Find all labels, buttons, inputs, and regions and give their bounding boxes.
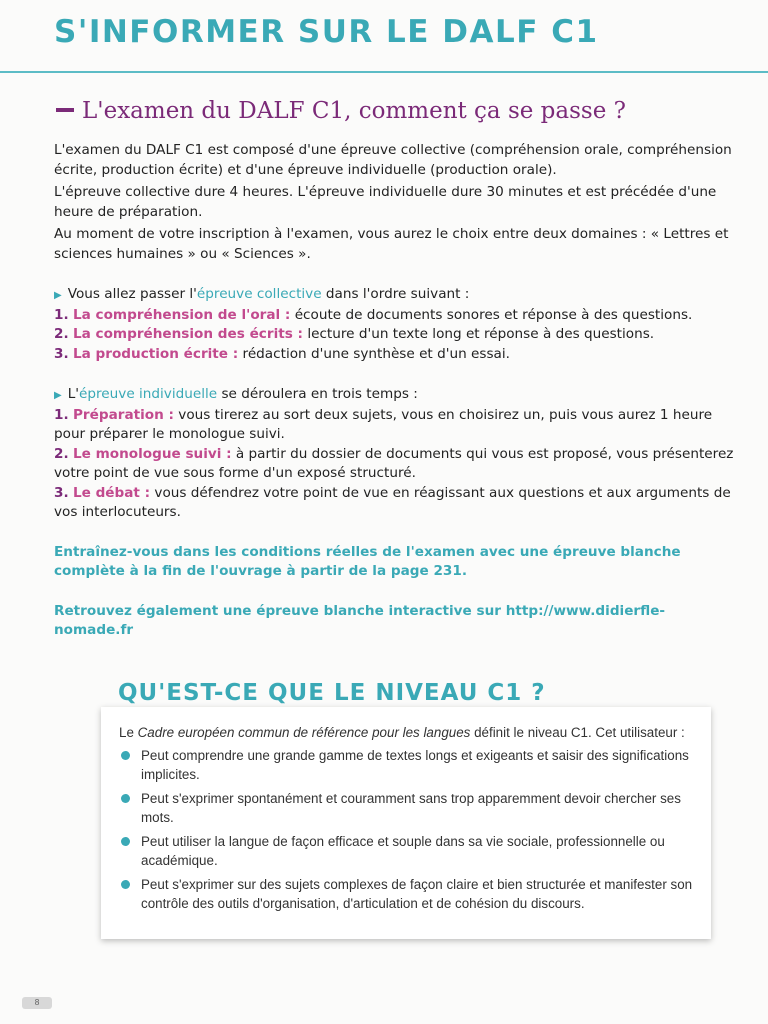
title-divider — [0, 71, 768, 73]
bullet-dot-icon — [121, 837, 130, 846]
individual-item-3: 3. Le débat : vous défendrez votre point de vue en réagissant aux questions et aux arguments de vos interlocuteurs. — [54, 484, 731, 520]
bullet-dot-icon — [121, 880, 130, 889]
intro-paragraph-1: L'examen du DALF C1 est composé d'une épreuve collective (compréhension orale, compréhension écrite, production écrite) et d'une épreuve individuelle (production orale). — [54, 142, 732, 178]
collective-item-2: 2. La compréhension des écrits : lecture d'un texte long et réponse à des questions. — [54, 326, 655, 342]
collective-highlight: épreuve collective — [196, 286, 322, 302]
page-number: 8 — [22, 997, 52, 1009]
collective-lead: ▶ Vous allez passer l'épreuve collective dans l'ordre suivant : — [54, 286, 470, 302]
collective-item-1: 1. La compréhension de l'oral : écoute de documents sonores et réponse à des questions. — [54, 306, 693, 323]
collective-item-3: 3. La production écrite : rédaction d'une synthèse et d'un essai. — [54, 345, 510, 362]
individual-item-1: 1. Préparation : vous tirerez au sort deux sujets, vous en choisirez un, puis vous aurez 1 heure pour préparer le monologue suivi. — [54, 406, 713, 442]
level-bullet: Peut comprendre une grande gamme de textes longs et exigeants et saisir des significations implicites. — [119, 746, 699, 784]
arrow-right-icon: ▶ — [54, 390, 62, 401]
section-body — [54, 141, 744, 641]
page-title: S'INFORMER SUR LE DALF C1 — [54, 14, 599, 50]
level-bullet: Peut s'exprimer sur des sujets complexes de façon claire et bien structurée et manifester son contrôle des outils d'organisation, d'articulation et de cohésion du discours. — [119, 875, 699, 913]
framework-title: Cadre européen commun de référence pour les langues — [137, 725, 471, 740]
level-bullet-list — [119, 746, 699, 913]
section-heading-text: L'examen du DALF C1, comment ça se passe ? — [82, 98, 626, 124]
level-bullet: Peut s'exprimer spontanément et couramment sans trop apparemment devoir chercher ses mots. — [119, 789, 699, 827]
bullet-dot-icon — [121, 751, 130, 760]
heading-dash — [56, 108, 74, 112]
intro-paragraph-2: L'épreuve collective dure 4 heures. L'épreuve individuelle dure 30 minutes et est précédée d'une heure de préparation. — [54, 184, 717, 220]
level-description-box — [101, 707, 711, 939]
level-section-title: QU'EST-CE QUE LE NIVEAU C1 ? — [118, 680, 546, 706]
individual-lead: ▶ L'épreuve individuelle se déroulera en trois temps : — [54, 386, 418, 402]
level-bullet: Peut utiliser la langue de façon efficace et souple dans sa vie sociale, professionnelle ou académique. — [119, 832, 699, 870]
individual-highlight: épreuve individuelle — [79, 386, 218, 402]
intro-paragraph-3: Au moment de votre inscription à l'examen, vous aurez le choix entre deux domaines : « Lettres et sciences humaines » ou « Sciences ». — [54, 226, 729, 262]
bullet-dot-icon — [121, 794, 130, 803]
practice-note: Entraînez-vous dans les conditions réelles de l'examen avec une épreuve blanche complète à la fin de l'ouvrage à partir de la page 231. — [54, 543, 681, 579]
level-intro: Le Cadre européen commun de référence pour les langues définit le niveau C1. Cet utilisateur : — [119, 725, 685, 740]
online-note: Retrouvez également une épreuve blanche interactive sur http://www.didierfle-nomade.fr — [54, 602, 666, 638]
section-heading — [56, 98, 626, 124]
individual-item-2: 2. Le monologue suivi : à partir du dossier de documents qui vous est proposé, vous présenterez votre point de vue sous forme d'un exposé structuré. — [54, 445, 734, 481]
arrow-right-icon: ▶ — [54, 290, 62, 301]
